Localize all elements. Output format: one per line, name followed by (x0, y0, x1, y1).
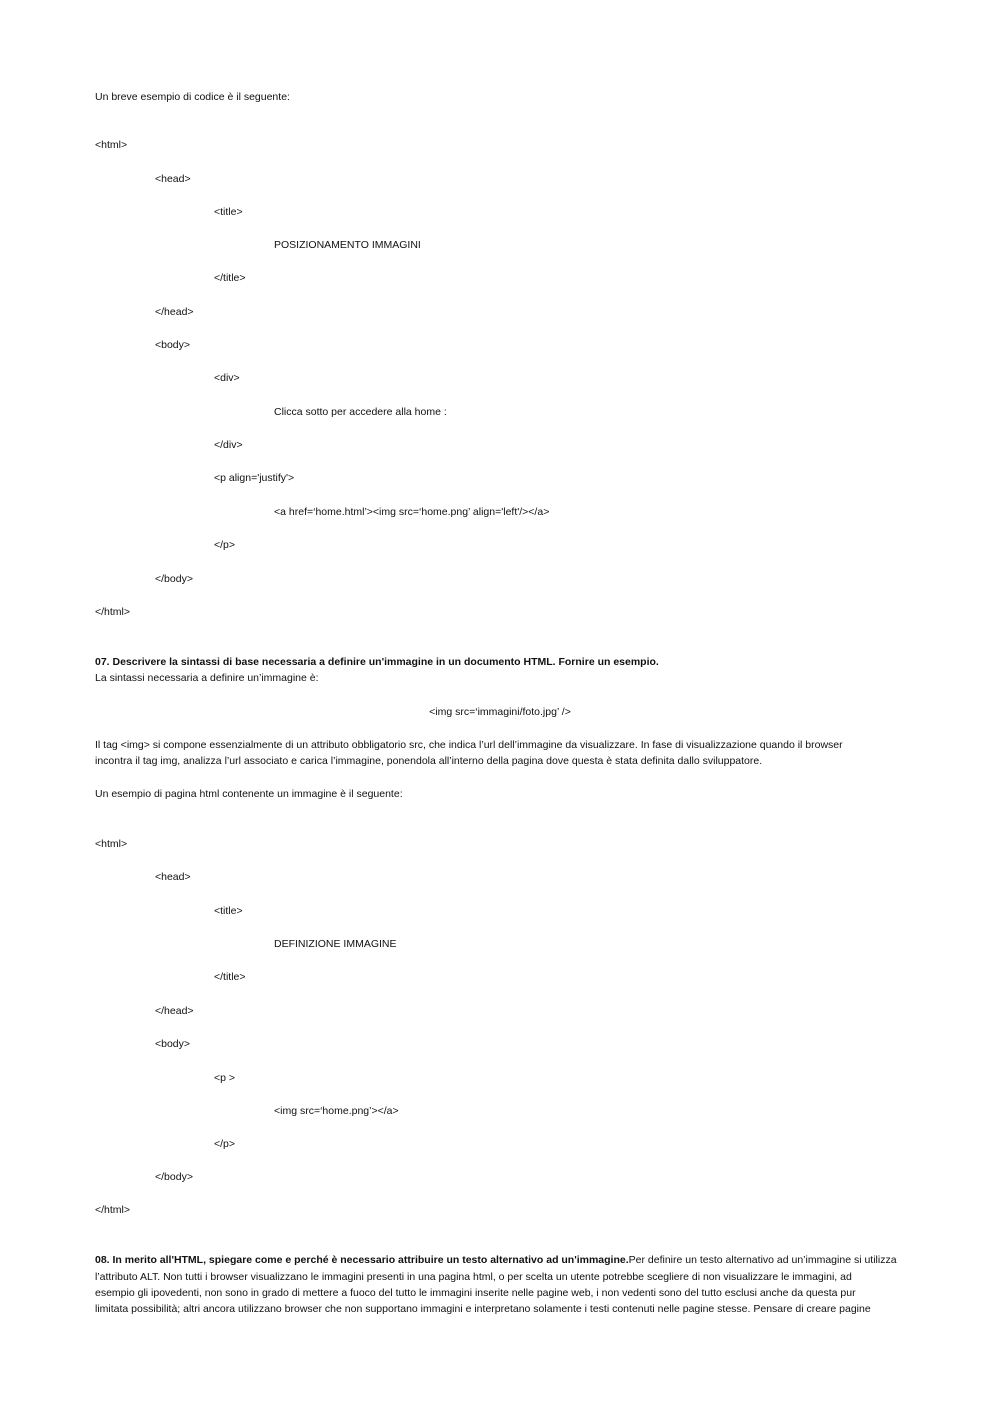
code-line: <div> (214, 372, 240, 384)
section-07-syntax: <img src=‘immagini/foto.jpg’ /> (429, 706, 571, 718)
section-08-heading: 08. In merito all'HTML, spiegare come e perché è necessario attribuire un testo alternativo ad un'immagine. (95, 1254, 629, 1266)
code-line: <title> (214, 206, 243, 218)
code-line: <html> (95, 838, 128, 850)
code-line: <p align='justify'> (214, 472, 295, 484)
code-line: Clicca sotto per accedere alla home : (274, 406, 447, 418)
code-line: <head> (155, 173, 191, 185)
code-line: <a href=‘home.html’><img src=‘home.png’ align='left'/></a> (274, 506, 550, 518)
code-line: POSIZIONAMENTO IMMAGINI (274, 239, 421, 251)
section-08-line (95, 1253, 897, 1267)
section-07-para-line: incontra il tag img, analizza l’url associato e carica l’immagine, ponendola all’interno della pagina dove questa è stata definita dallo sviluppatore. (95, 755, 763, 767)
code-line: </title> (214, 272, 246, 284)
code-line: </p> (214, 1138, 236, 1150)
section-08-line: l’attributo ALT. Non tutti i browser visualizzano le immagini presenti in una pagina html, o per scelta un utente potrebbe scegliere di non visualizzare le immagini, ad (95, 1271, 852, 1283)
code-line: DEFINIZIONE IMMAGINE (274, 938, 397, 950)
section-08-line: limitata possibilità; altri ancora utilizzano browser che non supportano immagini e interpretano solamente i testi contenuti nelle pagine stesse. Pensare di creare pagine (95, 1303, 871, 1315)
section-08-text: Per definire un testo alternativo ad un’immagine si utilizza (628, 1254, 897, 1266)
code-line: </head> (155, 306, 194, 318)
code-line: <head> (155, 871, 191, 883)
section-07-heading: 07. Descrivere la sintassi di base necessaria a definire un'immagine in un documento HTML. Fornire un esempio. (95, 656, 659, 668)
code-line: <img src=‘home.png’></a> (274, 1105, 399, 1117)
code-line: </body> (155, 573, 193, 585)
code-line: </html> (95, 1204, 131, 1216)
code-line: <title> (214, 905, 243, 917)
code-line: </p> (214, 539, 236, 551)
intro-text: Un breve esempio di codice è il seguente: (95, 91, 290, 103)
code-line: </head> (155, 1005, 194, 1017)
section-07-para-line: Il tag <img> si compone essenzialmente di un attributo obbligatorio src, che indica l’url dell’immagine da visualizzare. In fase di visualizzazione quando il browser (95, 739, 843, 751)
code-line: </html> (95, 606, 131, 618)
section-07-syntax-intro: La sintassi necessaria a definire un’immagine è: (95, 672, 319, 684)
code-line: <body> (155, 1038, 191, 1050)
code-line: </div> (214, 439, 243, 451)
section-07-example-intro: Un esempio di pagina html contenente un immagine è il seguente: (95, 788, 403, 800)
code-line: </title> (214, 971, 246, 983)
code-line: <body> (155, 339, 191, 351)
section-08-line: esempio gli ipovedenti, non sono in grado di mettere a fuoco del tutto le immagini inserite nelle pagine web, i non vedenti sono del tutto esclusi anche da questa pur (95, 1287, 856, 1299)
code-line: <html> (95, 139, 128, 151)
code-line: </body> (155, 1171, 193, 1183)
code-line: <p > (214, 1072, 236, 1084)
